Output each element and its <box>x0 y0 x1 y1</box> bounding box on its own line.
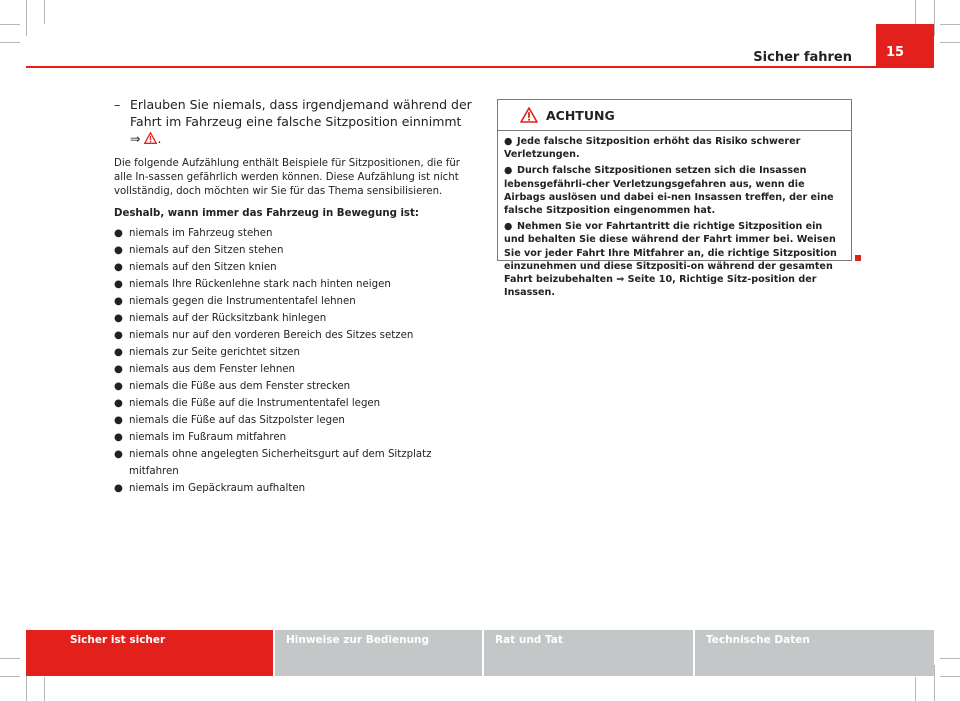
warning-item <box>504 135 846 161</box>
list-item <box>114 480 474 497</box>
list-item <box>114 412 474 429</box>
section-end-marker <box>855 255 861 261</box>
footer-tab-sicher-ist-sicher[interactable] <box>26 630 273 676</box>
bullet-icon: ● <box>114 398 123 409</box>
bullet-icon: ● <box>114 432 123 443</box>
crop-mark <box>44 677 45 701</box>
list-item-text: niemals aus dem Fenster lehnen <box>129 364 295 375</box>
crop-mark <box>940 24 960 25</box>
crop-mark <box>0 24 20 25</box>
footer-tab-rat-und-tat[interactable] <box>482 630 693 676</box>
bullet-icon: ● <box>504 221 513 233</box>
list-item <box>114 446 474 480</box>
footer-tab-technische-daten[interactable] <box>693 630 934 676</box>
warning-title: ACHTUNG <box>546 107 615 123</box>
list-item-text: niemals im Gepäckraum aufhalten <box>129 483 306 494</box>
list-item <box>114 361 474 378</box>
bullet-icon: ● <box>114 262 123 273</box>
page-number <box>876 24 934 68</box>
intro-paragraph: Die folgende Aufzählung enthält Beispiele für Sitzpositionen, die für alle In-sassen gefährlich werden können. Diese Aufzählung ist nicht vollständig, doch möchten wir Sie für das Thema sensibilisieren. <box>114 158 460 197</box>
warning-item-text: Nehmen Sie vor Fahrtantritt die richtige Sitzposition ein und behalten Sie diese während der Fahrt immer bei. Weisen Sie vor jeder Fahrt Ihre Mitfahrer an, die richtige Sitzposition einzunehmen und diese Sitzpositi-on während der gesamten Fahrt beizubehalten ⇒ Seite 10, Richtige Sitz-position der Insassen. <box>504 221 837 299</box>
dash-symbol: – <box>114 97 121 112</box>
dash-instruction-suffix: . <box>157 131 162 146</box>
warning-item-text: Durch falsche Sitzpositionen setzen sich die Insassen lebensgefährli-cher Verletzungsgefahren aus, wenn die Airbags auslösen und dabei ei-nen Insassen treffen, der eine falsche Sitzposition eingenommen hat. <box>504 165 834 217</box>
list-item <box>114 429 474 446</box>
footer-tab-label: Technische Daten <box>706 634 810 646</box>
crop-mark <box>915 677 916 701</box>
page-number-text: 15 <box>886 44 905 60</box>
warning-item-text: Jede falsche Sitzposition erhöht das Risiko schwerer Verletzungen. <box>504 136 801 161</box>
crop-mark <box>940 42 960 43</box>
list-item <box>114 310 474 327</box>
list-heading: Deshalb, wann immer das Fahrzeug in Bewegung ist: <box>114 208 419 219</box>
list-item-text: niemals die Füße auf die Instrumententafel legen <box>129 398 381 409</box>
list-item-text: niemals die Füße auf das Sitzpolster legen <box>129 415 345 426</box>
bullet-icon: ● <box>114 279 123 290</box>
bullet-icon: ● <box>114 483 123 494</box>
crop-mark <box>934 665 935 701</box>
crop-mark <box>934 0 935 36</box>
warning-triangle-icon <box>520 107 538 123</box>
left-column <box>114 96 474 497</box>
crop-mark <box>0 676 20 677</box>
warning-item <box>504 164 846 217</box>
bullet-icon: ● <box>114 245 123 256</box>
list-item <box>114 395 474 412</box>
crop-mark <box>940 658 960 659</box>
list-item <box>114 276 474 293</box>
seating-list <box>114 225 474 497</box>
list-item <box>114 225 474 242</box>
list-item <box>114 242 474 259</box>
list-item-text: niemals im Fußraum mitfahren <box>129 432 287 443</box>
list-item-text: niemals die Füße aus dem Fenster strecken <box>129 381 351 392</box>
dash-instruction <box>114 96 474 147</box>
list-item-text: niemals Ihre Rückenlehne stark nach hinten neigen <box>129 279 391 290</box>
crop-mark <box>44 0 45 24</box>
list-item-text: niemals auf den Sitzen stehen <box>129 245 284 256</box>
footer-tab-label: Rat und Tat <box>495 634 563 646</box>
bullet-icon: ● <box>114 415 123 426</box>
warning-item <box>504 220 846 299</box>
crop-mark <box>915 0 916 24</box>
dash-instruction-text: Erlauben Sie niemals, dass irgendjemand während der Fahrt im Fahrzeug eine falsche Sitzposition einnimmt ⇒ <box>130 97 472 146</box>
bullet-icon: ● <box>114 449 123 460</box>
bullet-icon: ● <box>114 296 123 307</box>
footer-tab-label: Sicher ist sicher <box>70 634 166 646</box>
list-item-text: niemals ohne angelegten Sicherheitsgurt auf dem Sitzplatz mitfahren <box>129 449 432 477</box>
list-item-text: niemals im Fahrzeug stehen <box>129 228 273 239</box>
list-item <box>114 259 474 276</box>
list-item <box>114 327 474 344</box>
footer-tab-label: Hinweise zur Bedienung <box>286 634 430 646</box>
list-item <box>114 293 474 310</box>
crop-mark <box>0 658 20 659</box>
crop-mark <box>940 676 960 677</box>
bullet-icon: ● <box>114 347 123 358</box>
warning-body <box>498 131 851 299</box>
footer-nav <box>26 630 934 676</box>
list-item-text: niemals auf den Sitzen knien <box>129 262 277 273</box>
list-item-text: niemals gegen die Instrumententafel lehnen <box>129 296 356 307</box>
bullet-icon: ● <box>114 228 123 239</box>
footer-tab-hinweise-zur-bedienung[interactable] <box>273 630 482 676</box>
section-title: Sicher fahren <box>753 50 852 65</box>
list-item-text: niemals auf der Rücksitzbank hinlegen <box>129 313 327 324</box>
bullet-icon: ● <box>504 136 513 147</box>
bullet-icon: ● <box>114 330 123 341</box>
bullet-icon: ● <box>114 364 123 375</box>
list-item <box>114 344 474 361</box>
warning-reference-icon[interactable] <box>144 132 157 144</box>
list-item-text: niemals zur Seite gerichtet sitzen <box>129 347 300 358</box>
bullet-icon: ● <box>114 313 123 324</box>
warning-box <box>497 99 852 299</box>
bullet-icon: ● <box>114 381 123 392</box>
crop-mark <box>0 42 20 43</box>
header-rule <box>26 66 934 68</box>
list-item <box>114 378 474 395</box>
list-item-text: niemals nur auf den vorderen Bereich des Sitzes setzen <box>129 330 414 341</box>
bullet-icon: ● <box>504 165 513 177</box>
warning-header <box>498 100 851 131</box>
crop-mark <box>26 0 27 36</box>
